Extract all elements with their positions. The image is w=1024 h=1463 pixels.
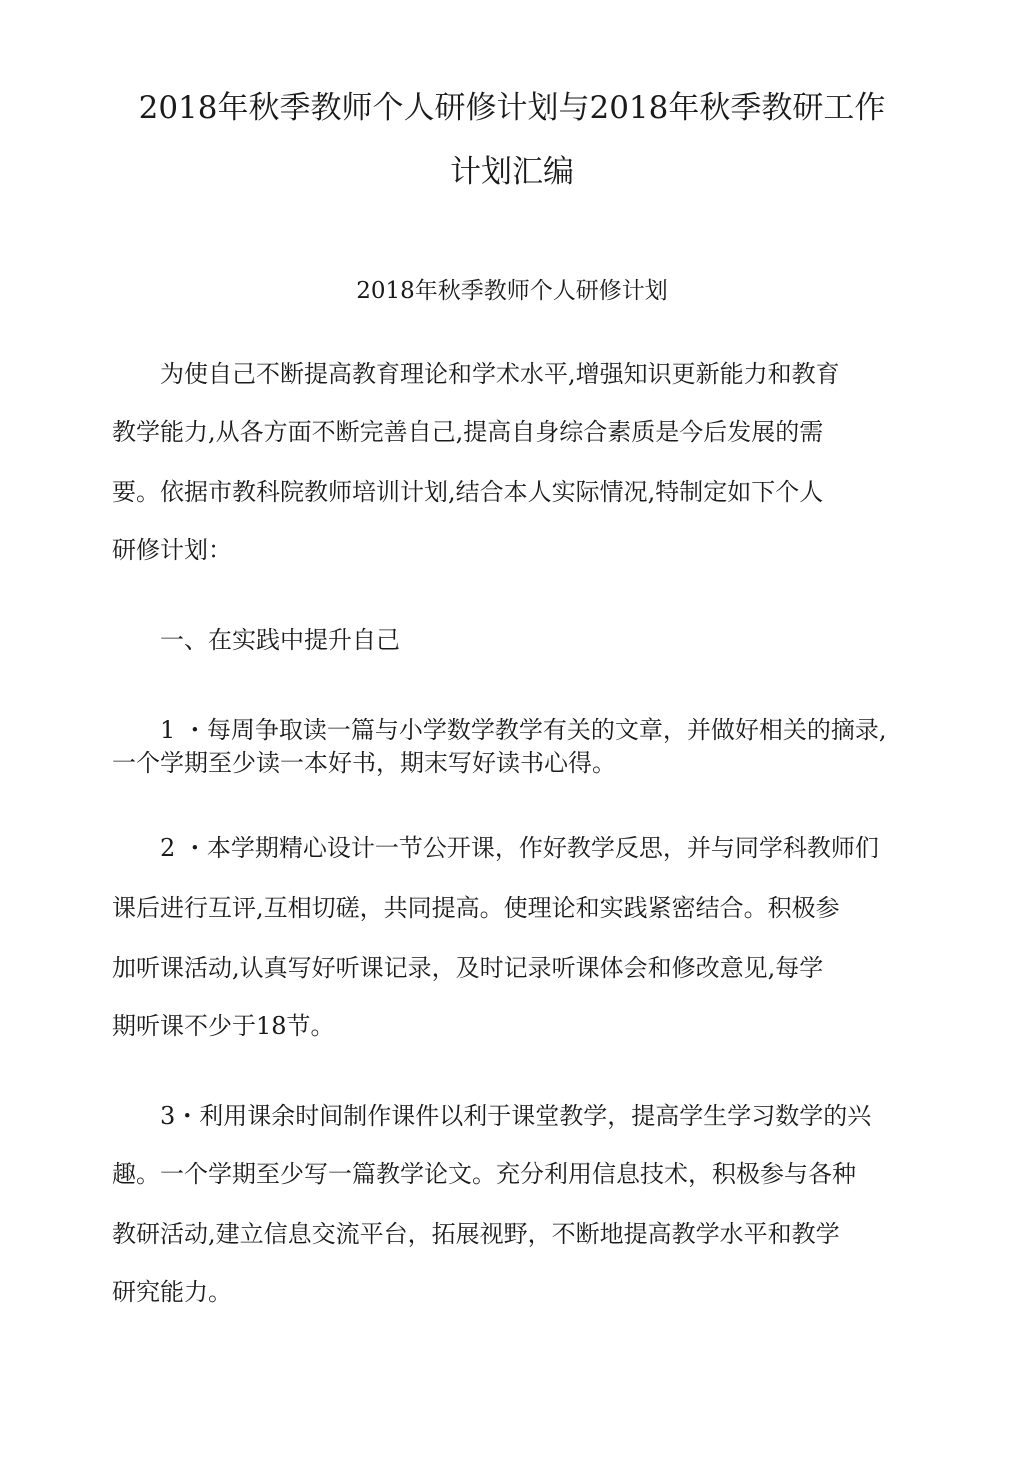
item-1-line: 1 ・每周争取读一篇与小学数学教学有关的文章，并做好相关的摘录, bbox=[160, 716, 887, 744]
item-3-line: 3・利用课余时间制作课件以利于课堂教学，提高学生学习数学的兴 bbox=[160, 1102, 872, 1130]
section-subtitle: 2018年秋季教师个人研修计划 bbox=[356, 278, 668, 304]
item-2-line: 期听课不少于18节。 bbox=[112, 1012, 335, 1040]
item-2-line: 加听课活动,认真写好听课记录，及时记录听课体会和修改意见,每学 bbox=[112, 954, 824, 982]
item-2-line: 课后进行互评,互相切磋，共同提高。使理论和实践紧密结合。积极参 bbox=[112, 894, 840, 922]
item-3-line: 研究能力。 bbox=[112, 1278, 232, 1306]
document-title-line-1: 2018年秋季教师个人研修计划与2018年秋季教研工作 bbox=[138, 90, 886, 126]
section-heading: 一、在实践中提升自己 bbox=[160, 626, 400, 654]
item-2-line: 2 ・本学期精心设计一节公开课，作好教学反思，并与同学科教师们 bbox=[160, 834, 879, 862]
intro-line: 为使自己不断提高教育理论和学术水平,增强知识更新能力和教育 bbox=[160, 360, 840, 388]
item-1-line: 一个学期至少读一本好书，期末写好读书心得。 bbox=[112, 749, 616, 777]
intro-line: 要。依据市教科院教师培训计划,结合本人实际情况,特制定如下个人 bbox=[112, 478, 824, 506]
intro-line: 研修计划： bbox=[112, 536, 232, 564]
item-3-line: 趣。一个学期至少写一篇教学论文。充分利用信息技术，积极参与各种 bbox=[112, 1160, 856, 1188]
document-title-line-2: 计划汇编 bbox=[450, 154, 574, 190]
item-3-line: 教研活动,建立信息交流平台，拓展视野，不断地提高教学水平和教学 bbox=[112, 1220, 840, 1248]
intro-line: 教学能力,从各方面不断完善自己,提高自身综合素质是今后发展的需 bbox=[112, 418, 824, 446]
